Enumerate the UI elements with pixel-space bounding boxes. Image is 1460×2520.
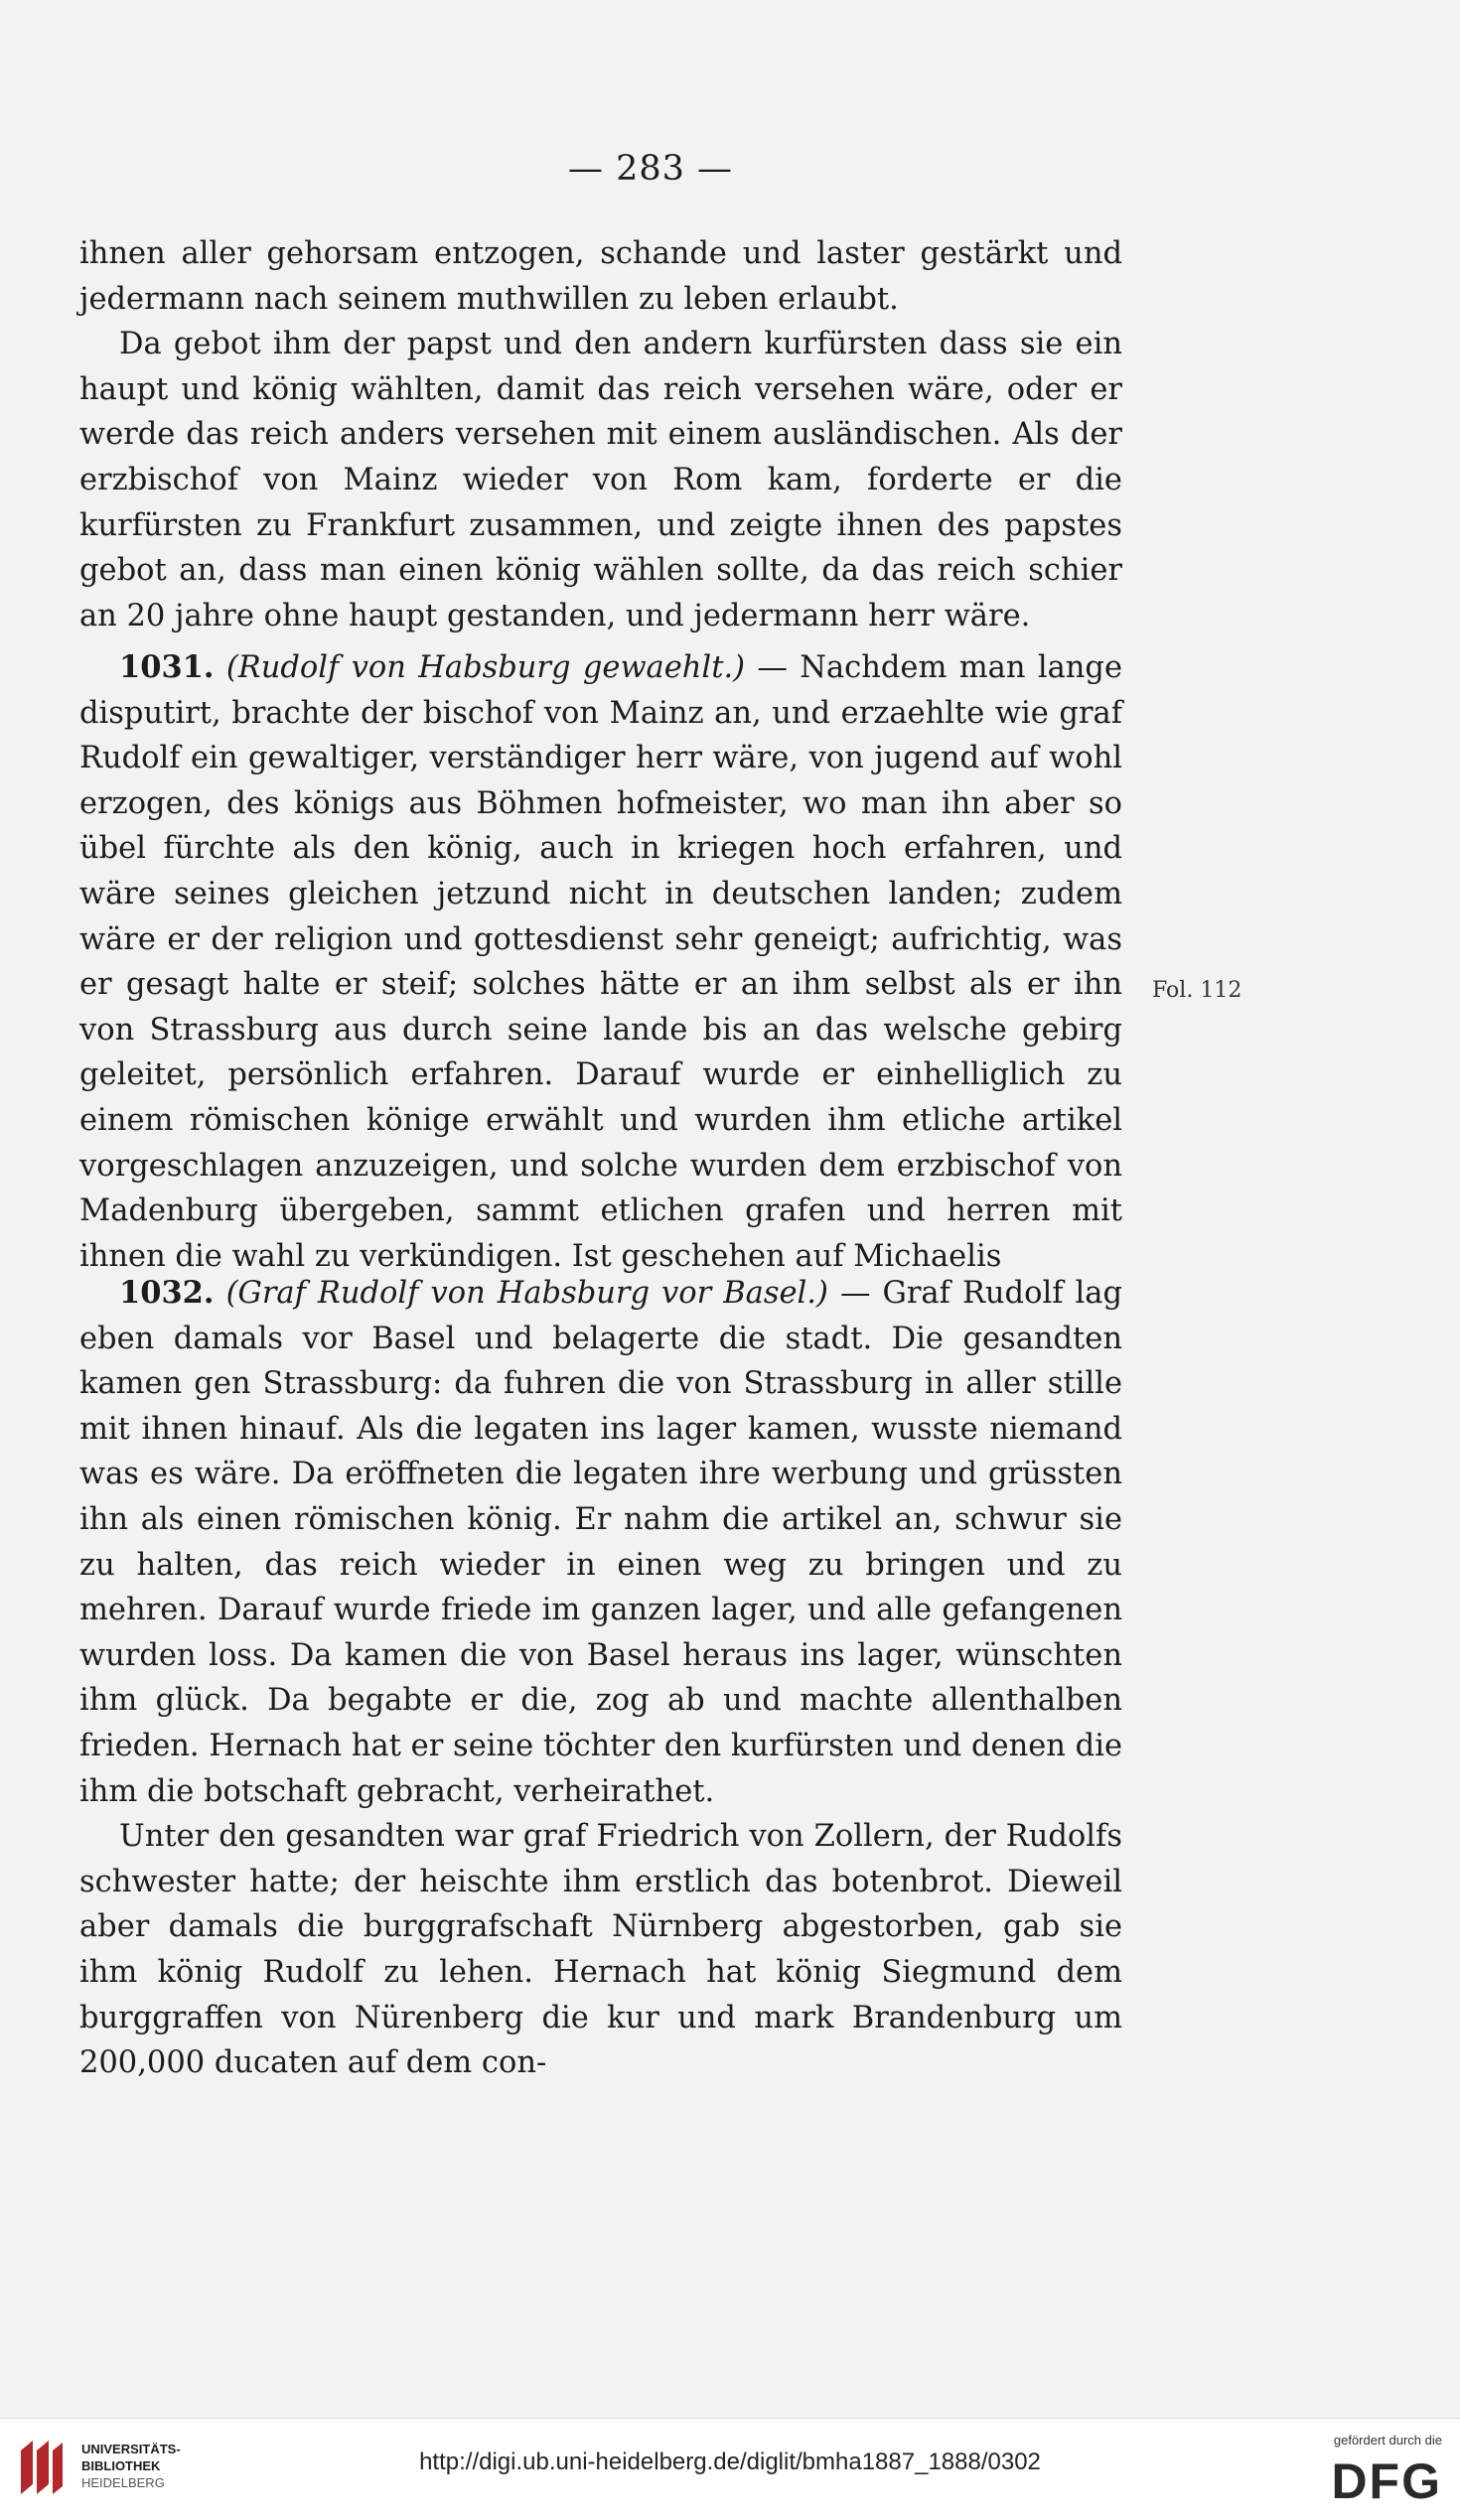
section-1032-paragraph: [79, 1271, 1122, 1814]
section-1032-title: (Graf Rudolf von Habsburg vor Basel.): [225, 1276, 828, 1311]
section-1031-title: (Rudolf von Habsburg gewaehlt.): [225, 650, 746, 685]
library-line-1: UNIVERSITÄTS-: [81, 2442, 181, 2456]
paragraph-2: Da gebot ihm der papst und den andern kurfürsten dass sie ein haupt und könig wählten, damit das reich versehen wäre, oder er werde das reich anders versehen mit einem ausländischen. Als der erzbischof von Mainz wieder von Rom kam, forderte er die kurfürsten zu Frankfurt zusammen, und zeigte ihnen des papstes gebot an, dass man einen könig wählen sollte, da das reich schier an 20 jahre ohne haupt gestanden, und jedermann herr wäre.: [79, 327, 1122, 633]
section-1032-paragraph-2: Unter den gesandten war graf Friedrich von Zollern, der Rudolfs schwester hatte; der heischte ihm erstlich das botenbrot. Dieweil aber damals die burggrafschaft Nürnberg abgestorben, gab sie ihm könig Rudolf zu lehen. Hernach hat könig Siegmund dem burggraffen von Nürenberg die kur und mark Brandenburg um 200,000 ducaten auf dem con-: [79, 1819, 1122, 2081]
library-line-2: BIBLIOTHEK: [81, 2458, 161, 2473]
section-1032-number: 1032.: [119, 1275, 215, 1311]
section-1031-paragraph: [79, 645, 1122, 1279]
section-1031: [79, 645, 1122, 1279]
funder-caption: gefördert durch die: [1333, 2433, 1442, 2448]
footer-bar: [0, 2418, 1460, 2520]
section-1031-number: 1031.: [119, 649, 215, 685]
text-block-intro: [79, 231, 1122, 638]
section-1032-text: — Graf Rudolf lag eben damals vor Basel und belagerte die stadt. Die gesandten kamen gen Strassburg: da fuhren die von Strassburg in aller stille mit ihnen hinauf. Als die legaten ins lager kamen, wusste niemand was es wäre. Da eröffneten die legaten ihre werbung und grüssten ihn als einen römischen könig. Er nahm die artikel an, schwur sie zu halten, das reich wieder in einen weg zu bringen und zu mehren. Darauf wurde friede im ganzen lager, und alle gefangenen wurden loss. Da kamen die von Basel heraus ins lager, wünschten ihm glück. Da begabte er die, zog ab und machte allenthalben frieden. Hernach hat er seine töchter den kurfürsten und denen die ihm die botschaft gebracht, verheirathet.: [79, 1276, 1122, 1809]
paragraph-1: ihnen aller gehorsam entzogen, schande und laster gestärkt und jedermann nach seinem muthwillen zu leben erlaubt.: [79, 236, 1122, 317]
section-1031-text: — Nachdem man lange disputirt, brachte der bischof von Mainz an, und erzaehlte wie graf Rudolf ein gewaltiger, verständiger herr wäre, von jugend auf wohl erzogen, des königs aus Böhmen hofmeister, wo man ihn aber so übel fürchte als den könig, auch in kriegen hoch erfahren, und wäre seines gleichen jetzund nicht in deutschen landen; zudem wäre er der religion und gottesdienst sehr geneigt; aufrichtig, was er gesagt halte er steif; solches hätte er an ihm selbst als er ihn von Strassburg aus durch seine lande bis an das welsche gebirg geleitet, persönlich erfahren. Darauf wurde er einhelliglich zu einem römischen könige erwählt und wurden ihm etliche artikel vorgeschlagen anzuzeigen, und solche wurden dem erzbischof von Madenburg übergeben, sammt etlichen grafen und herren mit ihnen die wahl zu verkündigen. Ist geschehen auf Michaelis: [79, 650, 1123, 1274]
section-1032: [79, 1271, 1122, 2086]
margin-folio-note: Fol. 112: [1152, 978, 1242, 1003]
dfg-logo: DFG: [1331, 2453, 1442, 2509]
library-line-3: HEIDELBERG: [81, 2475, 165, 2490]
page-number: — 283 —: [567, 149, 734, 189]
document-url-link[interactable]: http://digi.ub.uni-heidelberg.de/diglit/bmha1887_1888/0302: [419, 2449, 1041, 2475]
